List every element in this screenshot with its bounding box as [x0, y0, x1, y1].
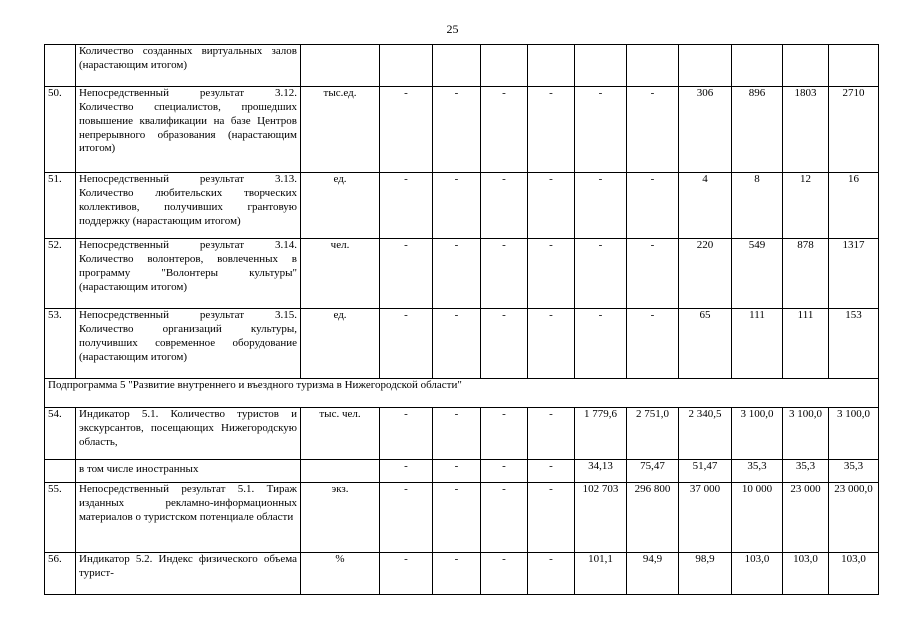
- value-cell: 12: [783, 173, 829, 239]
- indicator-name: Непосредственный результат 3.12. Количество специалистов, прошедших повышение квалификации на базе Центров непрерывного образования (нарастающим итогом): [76, 87, 301, 173]
- value-cell: 296 800: [627, 483, 679, 553]
- table-row: [45, 87, 879, 173]
- value-cell: 35,3: [783, 460, 829, 483]
- value-cell: 101,1: [575, 553, 627, 595]
- row-number: 53.: [45, 309, 76, 379]
- value-cell: [829, 45, 879, 87]
- value-cell: [433, 45, 481, 87]
- value-cell: 1803: [783, 87, 829, 173]
- unit-cell: ед.: [301, 309, 380, 379]
- value-cell: -: [528, 553, 575, 595]
- value-cell: -: [433, 309, 481, 379]
- row-number: [45, 45, 76, 87]
- value-cell: -: [380, 173, 433, 239]
- value-cell: 65: [679, 309, 732, 379]
- value-cell: -: [380, 553, 433, 595]
- value-cell: [575, 45, 627, 87]
- value-cell: 35,3: [829, 460, 879, 483]
- value-cell: -: [528, 460, 575, 483]
- value-cell: [732, 45, 783, 87]
- value-cell: 103,0: [783, 553, 829, 595]
- value-cell: 103,0: [732, 553, 783, 595]
- value-cell: 2710: [829, 87, 879, 173]
- value-cell: -: [627, 309, 679, 379]
- value-cell: -: [481, 460, 528, 483]
- indicator-name: в том числе иностранных: [76, 460, 301, 483]
- value-cell: -: [481, 309, 528, 379]
- value-cell: -: [481, 239, 528, 309]
- value-cell: -: [528, 173, 575, 239]
- value-cell: 153: [829, 309, 879, 379]
- value-cell: -: [575, 87, 627, 173]
- value-cell: -: [481, 483, 528, 553]
- value-cell: -: [627, 239, 679, 309]
- unit-cell: тыс. чел.: [301, 408, 380, 460]
- table-row: [45, 173, 879, 239]
- value-cell: -: [528, 483, 575, 553]
- value-cell: 2 751,0: [627, 408, 679, 460]
- unit-cell: ед.: [301, 173, 380, 239]
- table-row: [45, 45, 879, 87]
- value-cell: -: [575, 309, 627, 379]
- value-cell: -: [380, 408, 433, 460]
- value-cell: -: [481, 408, 528, 460]
- unit-cell: [301, 45, 380, 87]
- value-cell: -: [380, 483, 433, 553]
- subprogram-row: [45, 379, 879, 408]
- value-cell: 10 000: [732, 483, 783, 553]
- value-cell: [679, 45, 732, 87]
- value-cell: 102 703: [575, 483, 627, 553]
- value-cell: 549: [732, 239, 783, 309]
- value-cell: -: [481, 553, 528, 595]
- unit-cell: экз.: [301, 483, 380, 553]
- table-row: [45, 460, 879, 483]
- value-cell: 220: [679, 239, 732, 309]
- value-cell: 111: [783, 309, 829, 379]
- value-cell: 35,3: [732, 460, 783, 483]
- value-cell: -: [433, 408, 481, 460]
- row-number: [45, 460, 76, 483]
- subprogram-title: Подпрограмма 5 "Развитие внутреннего и въездного туризма в Нижегородской области": [45, 379, 879, 408]
- value-cell: 37 000: [679, 483, 732, 553]
- indicator-name: Непосредственный результат 5.1. Тираж изданных рекламно-информационных материалов о туристском потенциале области: [76, 483, 301, 553]
- value-cell: -: [380, 460, 433, 483]
- table-row: [45, 408, 879, 460]
- row-number: 51.: [45, 173, 76, 239]
- value-cell: 896: [732, 87, 783, 173]
- value-cell: -: [575, 239, 627, 309]
- unit-cell: [301, 460, 380, 483]
- value-cell: 94,9: [627, 553, 679, 595]
- row-number: 50.: [45, 87, 76, 173]
- table-row: [45, 239, 879, 309]
- value-cell: 16: [829, 173, 879, 239]
- value-cell: 34,13: [575, 460, 627, 483]
- value-cell: -: [528, 87, 575, 173]
- row-number: 54.: [45, 408, 76, 460]
- value-cell: -: [528, 408, 575, 460]
- value-cell: -: [433, 87, 481, 173]
- value-cell: 8: [732, 173, 783, 239]
- table-row: [45, 553, 879, 595]
- value-cell: 306: [679, 87, 732, 173]
- value-cell: -: [481, 87, 528, 173]
- indicators-table: [44, 44, 879, 595]
- table-row: [45, 483, 879, 553]
- value-cell: 1317: [829, 239, 879, 309]
- unit-cell: %: [301, 553, 380, 595]
- value-cell: 75,47: [627, 460, 679, 483]
- value-cell: -: [627, 173, 679, 239]
- value-cell: 878: [783, 239, 829, 309]
- value-cell: 3 100,0: [783, 408, 829, 460]
- indicator-name: Индикатор 5.2. Индекс физического объема турист-: [76, 553, 301, 595]
- indicator-name: Индикатор 5.1. Количество туристов и экскурсантов, посещающих Нижегородскую область,: [76, 408, 301, 460]
- value-cell: -: [575, 173, 627, 239]
- value-cell: [481, 45, 528, 87]
- table-row: [45, 309, 879, 379]
- value-cell: 103,0: [829, 553, 879, 595]
- row-number: 56.: [45, 553, 76, 595]
- row-number: 55.: [45, 483, 76, 553]
- value-cell: 1 779,6: [575, 408, 627, 460]
- value-cell: [528, 45, 575, 87]
- value-cell: [783, 45, 829, 87]
- unit-cell: чел.: [301, 239, 380, 309]
- value-cell: 23 000: [783, 483, 829, 553]
- unit-cell: тыс.ед.: [301, 87, 380, 173]
- value-cell: [627, 45, 679, 87]
- value-cell: 4: [679, 173, 732, 239]
- value-cell: -: [481, 173, 528, 239]
- value-cell: [380, 45, 433, 87]
- row-number: 52.: [45, 239, 76, 309]
- value-cell: 3 100,0: [829, 408, 879, 460]
- value-cell: -: [433, 239, 481, 309]
- value-cell: 3 100,0: [732, 408, 783, 460]
- indicator-name: Количество созданных виртуальных залов (нарастающим итогом): [76, 45, 301, 87]
- value-cell: -: [380, 87, 433, 173]
- value-cell: -: [433, 553, 481, 595]
- value-cell: 51,47: [679, 460, 732, 483]
- value-cell: -: [627, 87, 679, 173]
- value-cell: -: [433, 460, 481, 483]
- page-number: 25: [446, 22, 459, 36]
- value-cell: -: [380, 309, 433, 379]
- indicator-name: Непосредственный результат 3.14. Количество волонтеров, вовлеченных в программу "Волонтеры культуры" (нарастающим итогом): [76, 239, 301, 309]
- value-cell: 111: [732, 309, 783, 379]
- value-cell: -: [380, 239, 433, 309]
- value-cell: 2 340,5: [679, 408, 732, 460]
- value-cell: -: [528, 309, 575, 379]
- value-cell: 23 000,0: [829, 483, 879, 553]
- indicator-name: Непосредственный результат 3.15. Количество организаций культуры, получивших современное оборудование (нарастающим итогом): [76, 309, 301, 379]
- value-cell: -: [528, 239, 575, 309]
- indicator-name: Непосредственный результат 3.13. Количество любительских творческих коллективов, получивших грантовую поддержку (нарастающим итогом): [76, 173, 301, 239]
- value-cell: 98,9: [679, 553, 732, 595]
- value-cell: -: [433, 173, 481, 239]
- value-cell: -: [433, 483, 481, 553]
